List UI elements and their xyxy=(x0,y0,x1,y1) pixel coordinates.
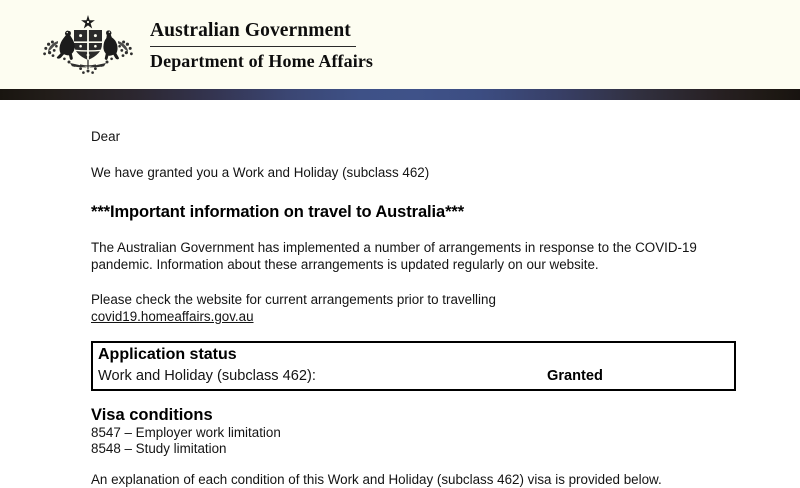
check-website-text: Please check the website for current arrangements prior to travelling xyxy=(91,292,496,307)
masthead-wordmark xyxy=(150,17,373,73)
department-title: Department of Home Affairs xyxy=(150,50,374,71)
australian-government-title: Australian Government xyxy=(150,19,351,41)
application-status-row xyxy=(98,366,734,386)
grant-statement: We have granted you a Work and Holiday (subclass 462) xyxy=(91,165,430,180)
covid-website-link[interactable]: covid19.homeaffairs.gov.au xyxy=(91,309,254,324)
application-status-title: Application status xyxy=(98,346,237,363)
greeting-line: Dear xyxy=(91,129,121,144)
visa-condition-item: 8547 – Employer work limitation xyxy=(91,425,281,440)
visa-status-badge: Granted xyxy=(547,368,603,384)
visa-conditions-heading: Visa conditions xyxy=(91,406,213,424)
check-website-paragraph xyxy=(91,291,737,325)
band-underline-spacer xyxy=(0,100,800,102)
covid-arrangements-paragraph: The Australian Government has implemented a number of arrangements in response to the COVID-19 pandemic. Information about these arrangements is updated regularly on our website. xyxy=(91,240,697,272)
letter-body xyxy=(0,128,800,488)
visa-subclass-label: Work and Holiday (subclass 462): xyxy=(98,368,316,384)
visa-condition-item: 8548 – Study limitation xyxy=(91,440,227,456)
wordmark-divider xyxy=(150,46,356,47)
important-travel-heading: ***Important information on travel to Australia*** xyxy=(91,203,465,221)
conditions-explanation-paragraph: An explanation of each condition of this Work and Holiday (subclass 462) visa is provided below. xyxy=(91,472,662,487)
application-status-box xyxy=(91,341,736,391)
masthead xyxy=(0,0,800,89)
australian-coat-of-arms-icon xyxy=(36,11,140,79)
masthead-gradient-band xyxy=(0,89,800,100)
